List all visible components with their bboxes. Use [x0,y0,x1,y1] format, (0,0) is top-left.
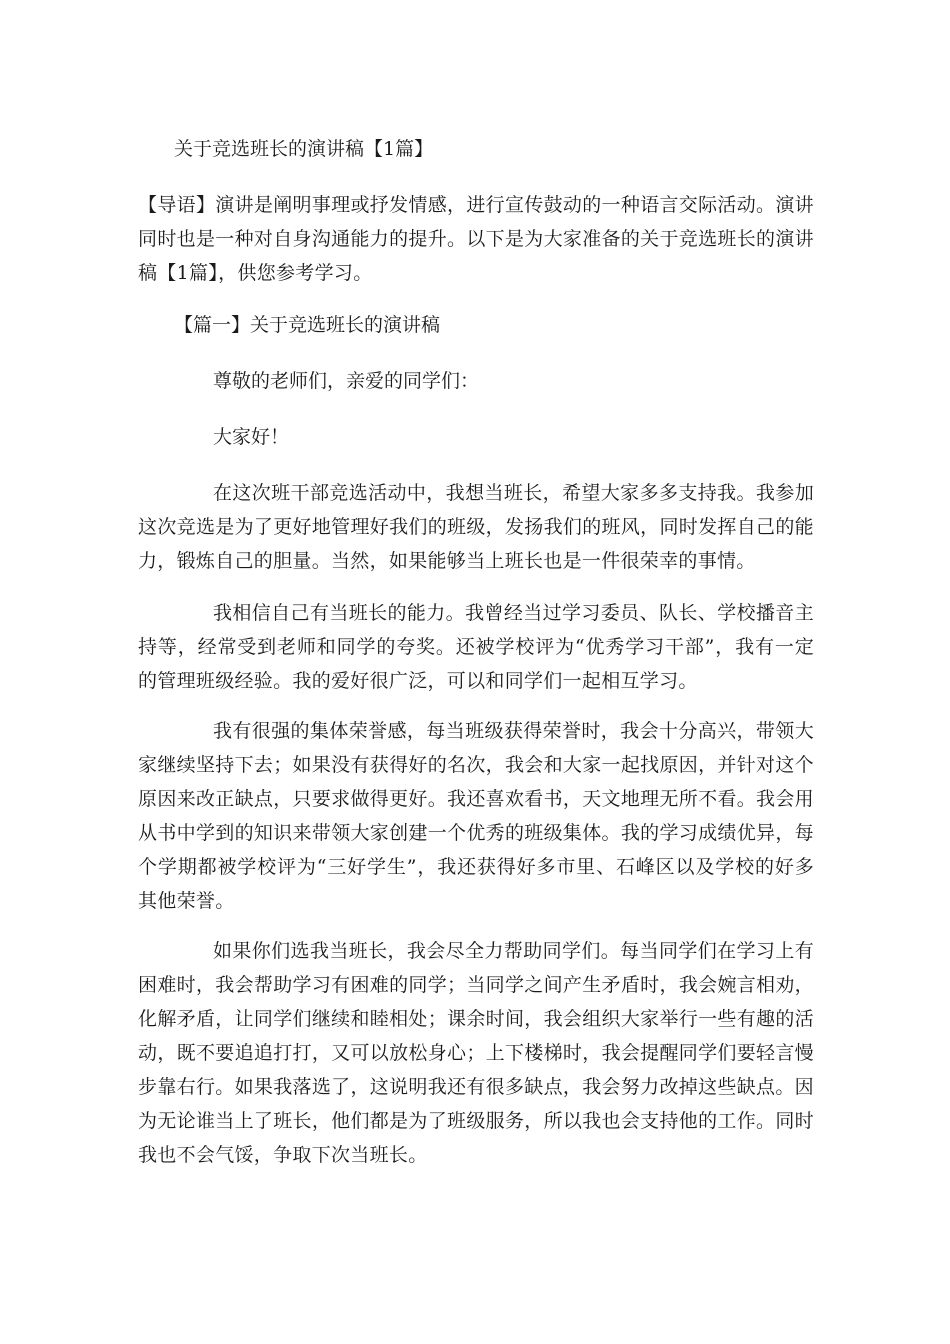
greeting: 大家好！ [213,426,290,448]
body-paragraph-2: 我相信自己有当班长的能力。我曾经当过学习委员、队长、学校播音主持等，经常受到老师和同学的夸奖。还被学校评为“优秀学习干部”，我有一定的管理班级经验。我的爱好很广泛，可以和同学们一起相互学习。 [138,602,814,692]
intro-paragraph: 【导语】演讲是阐明事理或抒发情感，进行宣传鼓动的一种语言交际活动。演讲同时也是一种对自身沟通能力的提升。以下是为大家准备的关于竞选班长的演讲稿【1篇】，供您参考学习。 [138,194,814,284]
section-heading: 【篇一】关于竞选班长的演讲稿 [174,314,441,336]
body-paragraph-3: 我有很强的集体荣誉感，每当班级获得荣誉时，我会十分高兴，带领大家继续坚持下去；如果没有获得好的名次，我会和大家一起找原因，并针对这个原因来改正缺点，只要求做得更好。我还喜欢看书，天文地理无所不看。我会用从书中学到的知识来带领大家创建一个优秀的班级集体。我的学习成绩优异，每个学期都被学校评为“三好学生”，我还获得好多市里、石峰区以及学校的好多其他荣誉。 [138,720,814,912]
body-paragraph-4: 如果你们选我当班长，我会尽全力帮助同学们。每当同学们在学习上有困难时，我会帮助学习有困难的同学；当同学之间产生矛盾时，我会婉言相劝，化解矛盾，让同学们继续和睦相处；课余时间，我会组织大家举行一些有趣的活动，既不要追追打打，又可以放松身心；上下楼梯时，我会提醒同学们要轻言慢步靠右行。如果我落选了，这说明我还有很多缺点，我会努力改掉这些缺点。因为无论谁当上了班长，他们都是为了班级服务，所以我也会支持他的工作。同时我也不会气馁，争取下次当班长。 [138,940,814,1166]
body-paragraph-1: 在这次班干部竞选活动中，我想当班长，希望大家多多支持我。我参加这次竞选是为了更好地管理好我们的班级，发扬我们的班风，同时发挥自己的能力，锻炼自己的胆量。当然，如果能够当上班长也是一件很荣幸的事情。 [138,482,814,572]
salutation: 尊敬的老师们，亲爱的同学们： [213,370,480,392]
document-title: 关于竞选班长的演讲稿【1篇】 [174,138,434,160]
